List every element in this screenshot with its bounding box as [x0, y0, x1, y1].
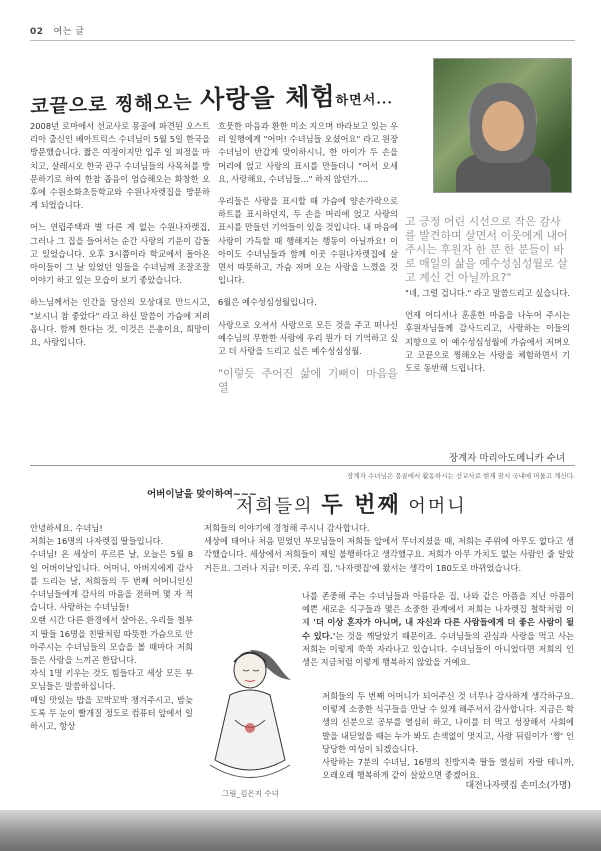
article2-title — [236, 488, 467, 519]
text-span: 나를 존중해 주는 수녀님들과 아름다운 집, 나와 같은 아픔을 지닌 아픔이 예쁜 새로운 식구들과 몇은 소중한 관계에서 저희는 나자렛집 철학처럼 이제 — [302, 591, 574, 628]
article1-caption: 장계자 수녀님은 몽골에서 활동하시는 선교사로 현재 잠시 국내에 머물고 계신다. — [347, 472, 575, 480]
caption-rule — [30, 465, 575, 466]
paragraph: 6월은 예수성심성월입니다. — [218, 297, 317, 308]
article1-column1 — [30, 120, 210, 358]
article2-pretitle: 어버이날을 맞이하여~~~ — [147, 489, 257, 500]
headline-part1: 코끝으로 찡해오는 — [29, 91, 201, 118]
text-span: 는 것을 깨달았기 때문이죠. 수녀님들의 관심과 사랑을 먹고 사는 저희는 이렇게 쑥쑥 자라나고 있습니다. 수녀님들이 아니었다면 저희의 인생은 지금처럼 이렇게 행복하지 않았을 거예요. — [302, 630, 574, 668]
headline-part3: 하면서... — [335, 92, 394, 109]
title-part-c: 어머니 — [400, 496, 467, 517]
section-label: 여는 글 — [53, 27, 85, 37]
paragraph: 2008년 로마에서 선교사로 몽골에 파견된 오스트리아 출신인 베아트릭스 수녀님이 5월 5일 한국을 방문했습니다. 짧은 여정이지만 입주 일 피정을 마치고, 살레시오 한국 관구 수녀님들의 사목처를 방문하기로 하여 한참 좁음이 엄습해오는 화창한 오후에 수원소화초등학교와 수원나자렛집을 방문하게 되었습니다. — [30, 121, 210, 211]
paragraph: 사랑으로 오셔서 사랑으로 모든 것을 주고 떠나신 예수님의 무한한 사랑에 우리 뭔가 더 기억하고 싶고 더 사랑을 드리고 싶은 예수성심성월. — [218, 319, 398, 357]
article2-right-top: 저희들의 이야기에 경청해 주시니 감사합니다. 세상에 태어나 처음 믿었던 부모님들이 저희들 앞에서 무너지셨을 때, 저희는 주위에 아무도 없다고 생각했습니다. 세상에서 저희들이 제일 불행하다고 생각했구요. 저희가 아무 가치도 없는 사람인 줄 알았거든요. 그러나 지금! 이곳, 우리 집, '나자렛집'에 왔서는 생각이 180도로 바뀌었습니다. — [204, 523, 574, 573]
paragraph: "네, 그럴 겁니다." 라고 말씀드리고 싶습니다. — [405, 288, 570, 298]
article-headline — [30, 75, 394, 120]
article2-right-middle — [302, 590, 574, 669]
paragraph: 언제 어디서나 훈훈한 마음을 나누어 주시는 후원자님들께 감사드리고, 사랑하는 이들의 지향으로 이 예수성심성월에 가슴에서 저며오고 코끝으로 찡해오는 사랑을 체험하면서 기도로 동반해 드립니다. — [405, 310, 570, 374]
article1-signature: 장계자 마리아도메니카 수녀 — [448, 453, 565, 464]
illustration-caption: 그림_김은지 수녀 — [222, 789, 279, 798]
emphasis-quote: '더 이상 혼자가 아니며, 내 자신과 다른 사람들에게 더 좋은 사람이 될 수 있다.' — [302, 617, 574, 641]
page-header — [30, 24, 84, 37]
article1-column3 — [405, 287, 570, 384]
paragraph: 우리들은 사랑을 표시할 때 가슴에 양손가락으로 하트를 표시하던지, 두 손을 머리에 얹고 사랑의 표시를 만들던 기억들이 있을 것입니다. 내 마음에 사랑이 가득할 때 행해지는 행동이 아닐까요! 이 아이도 수녀님들과 함께 이곳 수원나자렛집에 살면서 따뜻하고, 가슴 저며 오는 사랑을 느꼈을 것입니다. — [218, 196, 398, 286]
page-number: 02 — [30, 27, 44, 37]
header-rule — [30, 40, 575, 41]
paragraph: 어느 연립주택과 별 다른 게 없는 수원나자렛집, 그러나 그 집을 들어서는 순간 사랑의 기운이 감돌고 있었습니다. 오후 3시쯤이라 학교에서 돌아온 아이들이 그 날 있었던 일들을 수녀님께 조잘조잘 이야기 하고 있는 모습이 보기 좋았습니다. — [30, 222, 210, 286]
title-part-b: 두 번째 — [321, 492, 401, 518]
paragraph: 하느님께서는 인간을 당신의 모상대로 만드시고, "보시니 참 좋았다" 라고 하신 말씀이 가슴에 저려옵니다. 함께 한다는 것, 이것은 은총이요, 희망이요, 사랑입니다. — [30, 297, 210, 348]
pull-quote-continued: 고 긍정 어린 시선으로 작은 감사를 발견하며 살면서 이웃에게 내어 주시는 후원자 한 분 한 분들이 바로 매일의 삶을 예수성심성월로 살고 계신 건 아닐까요?" — [405, 215, 568, 284]
paragraph: 흐뭇한 마음과 환한 미소 지으며 바라보고 있는 우리 일행에게 "어머! 수녀님들 오셨어요" 라고 원장수녀님이 반갑게 맞이하시니, 한 아이가 두 손을 머리에 얹고 사랑의 표시를 만들더니 "어서 오세요, 사랑해요, 수녀님들..." 하지 않던가.... — [218, 121, 398, 184]
headline-part2: 사랑을 체험 — [199, 81, 336, 115]
footer-photo-strip — [0, 810, 601, 851]
article2-left-column: 안녕하세요. 수녀님! 저희는 16명의 나자렛집 딸들입니다. 수녀님! 온 세상이 푸르른 날, 오늘은 5월 8일 어버이날입니다. 어머니, 아버지에게 감사를 드리는 날, 저희들의 두 번째 어머니인신 수녀님들에게 감사의 마음을 전하며 몇 자 적습니다. 사랑하는 수녀님들! 오랜 시간 다른 환경에서 살아온, 우리들 철부지 딸들 16명을 친딸처럼 따뜻한 가슴으로 안아주시는 수녀님들의 모습을 볼 때마다 저희들은 사랑을 느끼곤 한답니다. 자식 1명 키우는 것도 힘들다고 세상 모든 부모님들은 말씀하십니다. 매일 맛있는 밥을 꼬박꼬박 챙겨주시고, 밤늦도록 두 눈이 빨개질 정도로 컴퓨터 앞에서 일하시고, 항상 — [30, 523, 193, 732]
author-portrait-photo — [433, 58, 572, 193]
pull-quote-start: "이렇듯 주어진 삶에 기뻐이 마음을 열 — [218, 367, 398, 395]
title-part-a: 저희들의 — [236, 496, 322, 517]
article2-signature: 대전나자렛집 손미소(가명) — [465, 781, 571, 791]
nun-illustration — [205, 640, 295, 790]
article2-right-lower: 저희들의 두 번째 어머니가 되어주신 것 너무나 감사하게 생각하구요. 이렇게 소중한 식구들을 만날 수 있게 해주셔서 감사합니다. 지금은 학생의 신분으로 공부를 열심히 하고, 나이를 더 먹고 성장해서 사회에 발을 내딛었을 때는 누가 봐도 손색없이 멋지고, 사랑 뒤림이가 '짱' 인 당당한 여성이 되겠습니다. 사랑하는 7분의 수녀님, 16명의 친방지축 딸들 열심히 자랄 테니까, 오래오래 행복하게 같이 살았으면 좋겠어요. — [322, 691, 574, 781]
article1-column2 — [218, 120, 398, 395]
